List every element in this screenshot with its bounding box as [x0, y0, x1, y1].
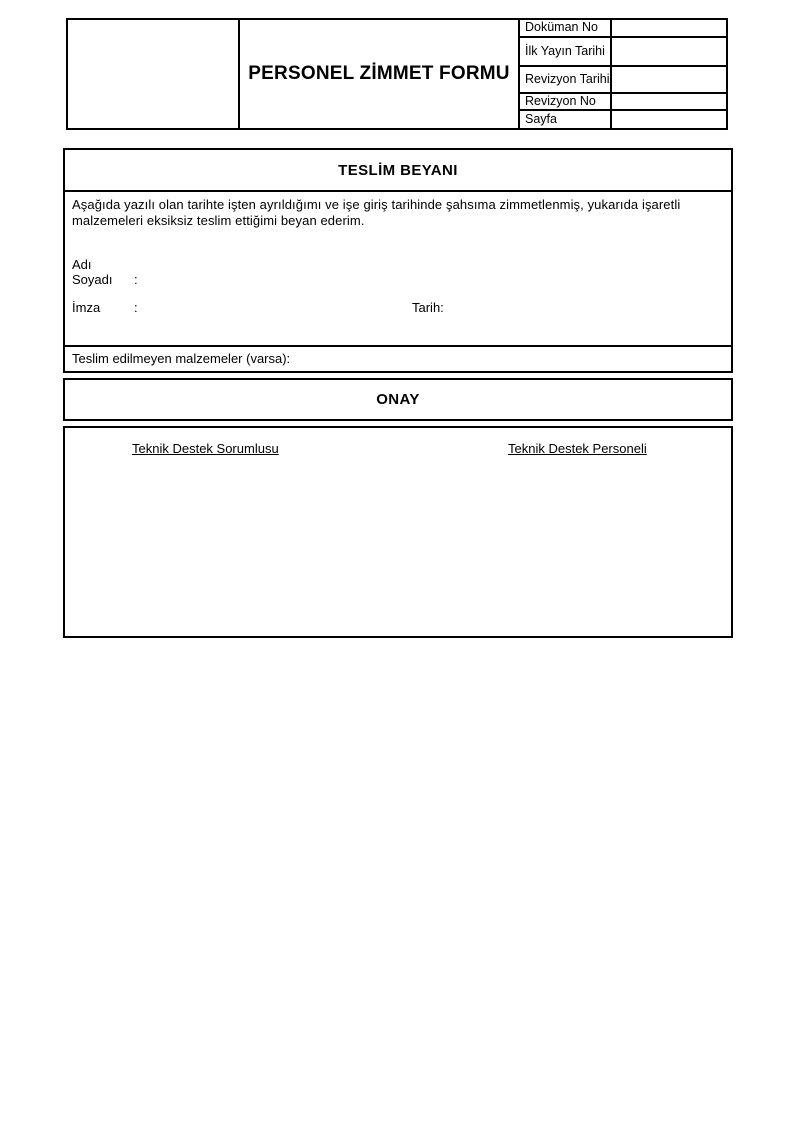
section-title-teslim-beyani: TESLİM BEYANI: [338, 161, 458, 179]
header-field-value-sayfa: [612, 111, 726, 128]
approver-left-label: Teknik Destek Sorumlusu: [132, 441, 279, 456]
header-field-label-revizyon-no: Revizyon No: [520, 94, 612, 111]
header-field-value-revizyon-tarihi: [612, 67, 726, 94]
name-field-label: Adı Soyadı: [72, 257, 113, 287]
date-field-label: Tarih:: [412, 300, 444, 315]
signature-field-colon: :: [134, 300, 138, 315]
field-row-signature-date: [72, 300, 724, 315]
name-field-colon: :: [134, 272, 138, 287]
form-title: PERSONEL ZİMMET FORMU: [240, 20, 520, 128]
undelivered-items-label: Teslim edilmeyen malzemeler (varsa):: [72, 351, 291, 366]
header-field-label-sayfa: Sayfa: [520, 111, 612, 128]
document-header-table: [66, 18, 728, 130]
form-body: [63, 148, 733, 638]
declaration-paragraph: Aşağıda yazılı olan tarihte işten ayrıldığımı ve işe giriş tarihinde şahsıma zimmetlenmiş, yukarıda işaretli malzemeleri eksiksiz teslim ettiğimi beyan ederim.: [72, 197, 681, 228]
header-field-label-revizyon-tarihi: Revizyon Tarihi: [520, 67, 612, 94]
header-field-label-ilk-yayin-tarihi: İlk Yayın Tarihi: [520, 38, 612, 67]
header-field-value-ilk-yayin-tarihi: [612, 38, 726, 67]
header-field-value-revizyon-no: [612, 94, 726, 111]
header-field-label-dokuman-no: Doküman No: [520, 20, 612, 38]
section-undelivered-items: [63, 345, 733, 373]
section-signatures: [63, 426, 733, 638]
signature-field-label: İmza: [72, 300, 101, 315]
section-title-onay: ONAY: [376, 391, 420, 408]
section-declaration: [63, 190, 733, 347]
section-teslim-beyani-header: [63, 148, 733, 192]
section-onay-header: [63, 378, 733, 421]
field-row-name: [72, 257, 724, 287]
logo-placeholder-cell: [68, 20, 240, 128]
header-field-value-dokuman-no: [612, 20, 726, 38]
approver-right-label: Teknik Destek Personeli: [508, 441, 647, 456]
